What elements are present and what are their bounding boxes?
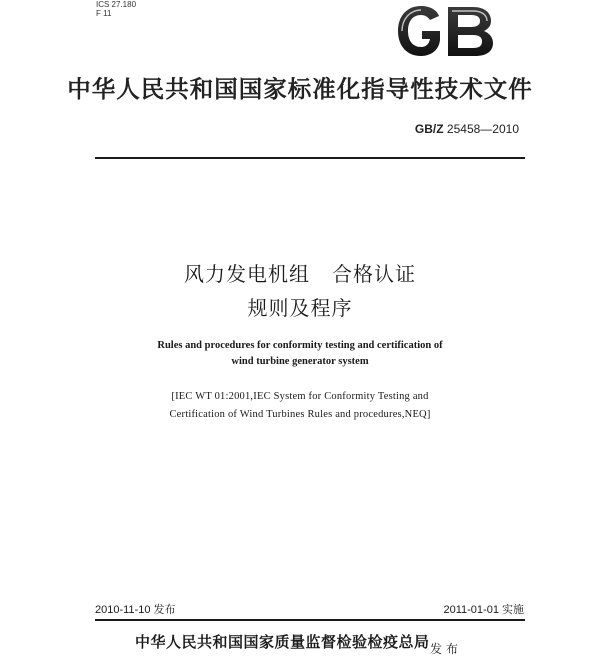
standard-number-prefix: GB/Z xyxy=(414,122,444,136)
top-divider xyxy=(95,157,525,159)
adoption-note-line-1: [IEC WT 01:2001,IEC System for Conformity Testing and xyxy=(171,391,429,402)
standard-number xyxy=(415,122,519,136)
adoption-note-line-2: Certification of Wind Turbines Rules and procedures,NEQ] xyxy=(169,409,431,420)
publisher-name: 中华人民共和国国家质量监督检验检疫总局 xyxy=(135,633,430,651)
title-en-line-1: Rules and procedures for conformity testing and certification of xyxy=(157,340,443,351)
classification-codes xyxy=(96,0,136,18)
issue-date: 2010-11-10 发布 xyxy=(95,604,176,616)
ccs-code: F 11 xyxy=(96,9,112,18)
title-cn-part-2: 合格认证 xyxy=(332,262,416,286)
document-type-heading: 中华人民共和国国家标准化指导性技术文件 xyxy=(67,75,533,103)
publish-label: 发布 xyxy=(430,642,463,656)
gb-logo-text: GB xyxy=(393,2,395,3)
bottom-divider xyxy=(95,619,525,621)
ics-code: ICS 27.180 xyxy=(96,0,137,9)
title-cn-line-2: 规则及程序 xyxy=(247,296,353,320)
title-en-line-2: wind turbine generator system xyxy=(231,356,369,367)
implementation-date: 2011-01-01 实施 xyxy=(443,604,524,616)
standard-number-value: 25458—2010 xyxy=(446,122,519,136)
title-cn-line-1 xyxy=(0,258,600,287)
title-cn-part-1: 风力发电机组 xyxy=(184,262,310,286)
gb-logo xyxy=(393,2,497,60)
